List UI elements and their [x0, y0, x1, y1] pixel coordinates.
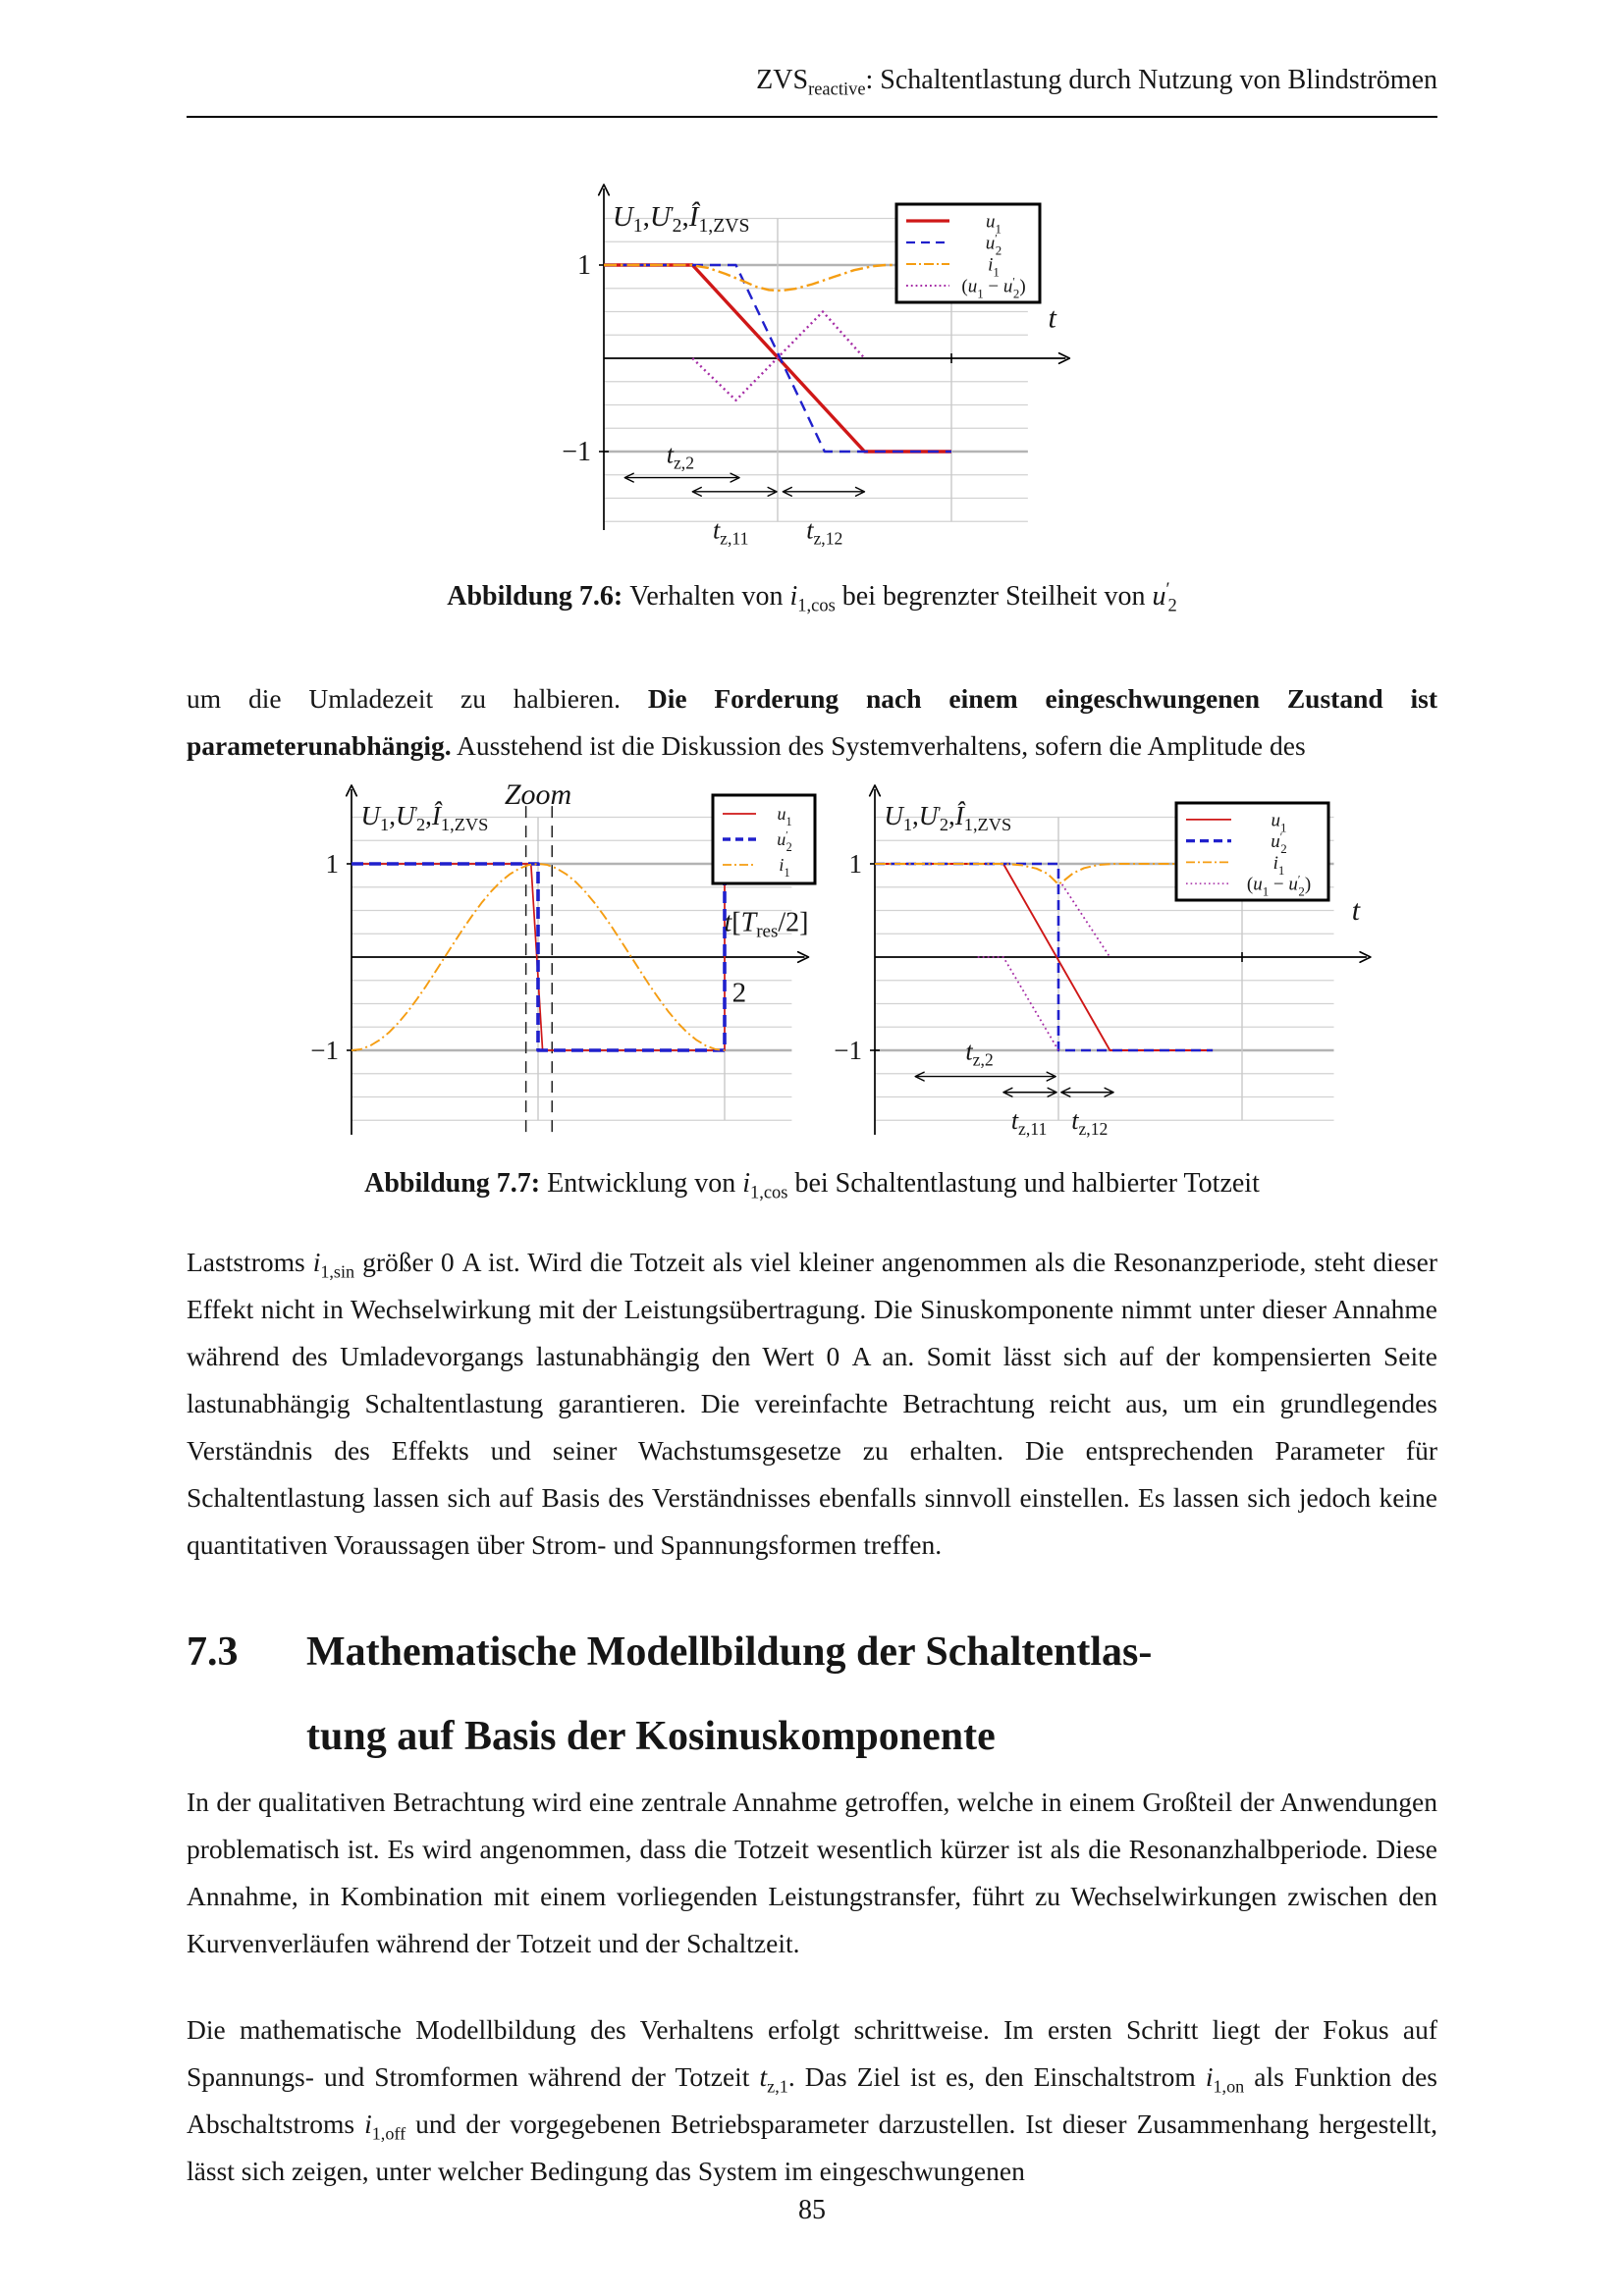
svg-text:tz,12​: $t_{z,12}$: [1071, 1105, 1109, 1139]
svg-text:u1​: $u_1$: [986, 211, 1001, 237]
svg-text:t: t: [1351, 894, 1361, 927]
svg-text:tz,2​: $t_{z,2}$: [666, 440, 695, 473]
svg-text:U1​,U′2​,Î1,ZVS​: $U_1,U'$ $2,Î_{1,ZVS}$: [612, 201, 750, 238]
svg-text:u′2​: u′ 2: [777, 829, 792, 855]
svg-text:−1: −1: [310, 1036, 339, 1065]
svg-text:1: 1: [577, 250, 591, 281]
section-heading: [187, 1610, 1502, 1779]
figure-7-6-plot: [535, 126, 1095, 567]
svg-text:t[Tres​/2]: $t[T_{res}/2]$: [724, 907, 809, 942]
paragraph-analysis: Laststroms $i_{1,sin}$ größer 0 A ist. Wird die Totzeit als viel kleiner angenommen als die Resonanzperiode, steht dieser Effekt nicht in Wechselwirkung mit der Leistungsübertragung. Die Sinuskomponente nimmt unter dieser Annahme während des Umladevorgangs lastunabhängig den Wert 0 A an. Somit lässt sich auf der kompensierten Seite lastunabhängig Schaltentlastung garantieren. Die vereinfachte Betrachtung reicht aus, um ein grundlegendes Verständnis des Effekts und seiner Wachstumsgesetze zu erhalten. Die entsprechenden Parameter für Schaltentlastung lassen sich auf Basis des Verständnisses ebenfalls sinnvoll einstellen. Es lassen sich jedoch keine quantitativen Voraussagen über Strom- und Spannungsformen treffen.: [187, 1247, 1437, 1560]
svg-text:−1: −1: [834, 1036, 862, 1065]
svg-text:U1​,U′2​,Î1,ZVS​: $U_1,U'$ $2,Î_{1,ZVS}$: [884, 801, 1012, 835]
svg-text:i1​: $i_1$: [779, 855, 790, 881]
paragraph-intro: um die Umladezeit zu halbieren. Die Forderung nach einem eingeschwungenen Zustand ist parameterunabhängig. Ausstehend ist die Diskussion des Systemverhaltens, sofern die Amplitude des: [187, 683, 1437, 761]
svg-text:(u1​ − u′2​): ($u_1 - u'$ 2): [1246, 874, 1312, 899]
svg-text:i1​: $i_1$: [988, 254, 1000, 280]
caption-figure-7-7: Abbildung 7.7: Entwicklung von $i_{1,cos}$ bei Schaltentlastung und halbierter Totzeit: [364, 1168, 1260, 1202]
figure-7-7-right-plot: [831, 766, 1479, 1153]
svg-text:(u1​ − u′2​): ($u_1 - u'$ 2): [961, 276, 1026, 301]
paragraph-assumption: In der qualitativen Betrachtung wird eine zentrale Annahme getroffen, welche in einem Großteil der Anwendungen problematisch ist. Es wird angenommen, dass die Totzeit wesentlich kürzer ist als die Resonanzhalbperiode. Diese Annahme, in Kombination mit einem vorliegenden Leistungstransfer, führt zu Wechselwirkungen zwischen den Kurvenverläufen während der Totzeit und der Schaltzeit.: [187, 1787, 1437, 1958]
svg-text:1: 1: [848, 849, 862, 879]
svg-text:tz,2​: $t_{z,2}$: [965, 1037, 994, 1070]
svg-text:Zoom: Zoom: [504, 778, 572, 812]
svg-text:2: 2: [731, 977, 747, 1009]
svg-text:−1: −1: [562, 437, 591, 467]
svg-text:i1​: $i_1$: [1272, 852, 1285, 878]
section-title: [306, 1610, 1152, 1779]
page-number: 85: [798, 2195, 826, 2225]
page-header: $ZVS_{reactive}$: Schaltentlastung durch Nutzung von Blindströmen: [756, 65, 1437, 99]
section-title-line2: tung auf Basis der Kosinuskomponente: [306, 1714, 996, 1759]
svg-text:u′2​: u′ 2: [985, 233, 1002, 258]
svg-text:t: t: [1048, 301, 1056, 335]
svg-text:u1​: $u_1$: [1271, 810, 1287, 835]
figure-7-7-left-plot: [182, 766, 825, 1153]
svg-text:U1​,U′2​,Î1,ZVS​: $U_1,U'$ $2,Î_{1,ZVS}$: [360, 801, 489, 835]
section-number: 7.3: [187, 1629, 239, 1675]
section-title-line1: Mathematische Modellbildung der Schaltentlas-: [306, 1629, 1153, 1675]
svg-text:tz,11​: $t_{z,11}$: [712, 515, 749, 549]
svg-text:u′2​: u′ 2: [1271, 831, 1287, 857]
paragraph-modeling: Die mathematische Modellbildung des Verhaltens erfolgt schrittweise. Im ersten Schritt liegt der Fokus auf Spannungs- und Stromformen während der Totzeit $t_{z,1}$. Das Ziel ist es, den Einschaltstrom $i_{1,on}$ als Funktion des Abschaltstroms $i_{1,off}$ und der vorgegebenen Betriebsparameter darzustellen. Ist dieser Zusammenhang hergestellt, lässt sich zeigen, unter welcher Bedingung das System im eingeschwungenen: [187, 2014, 1438, 2186]
svg-text:1: 1: [325, 849, 339, 879]
caption-figure-7-6: Abbildung 7.6: Verhalten von $i_{1,cos}$ bei begrenzter Steilheit von $u'_2$: [447, 578, 1177, 615]
svg-text:u1​: $u_1$: [777, 804, 792, 829]
header-rule: [187, 116, 1437, 118]
svg-text:tz,12​: $t_{z,12}$: [806, 515, 843, 549]
svg-text:tz,11​: $t_{z,11}$: [1010, 1105, 1048, 1139]
